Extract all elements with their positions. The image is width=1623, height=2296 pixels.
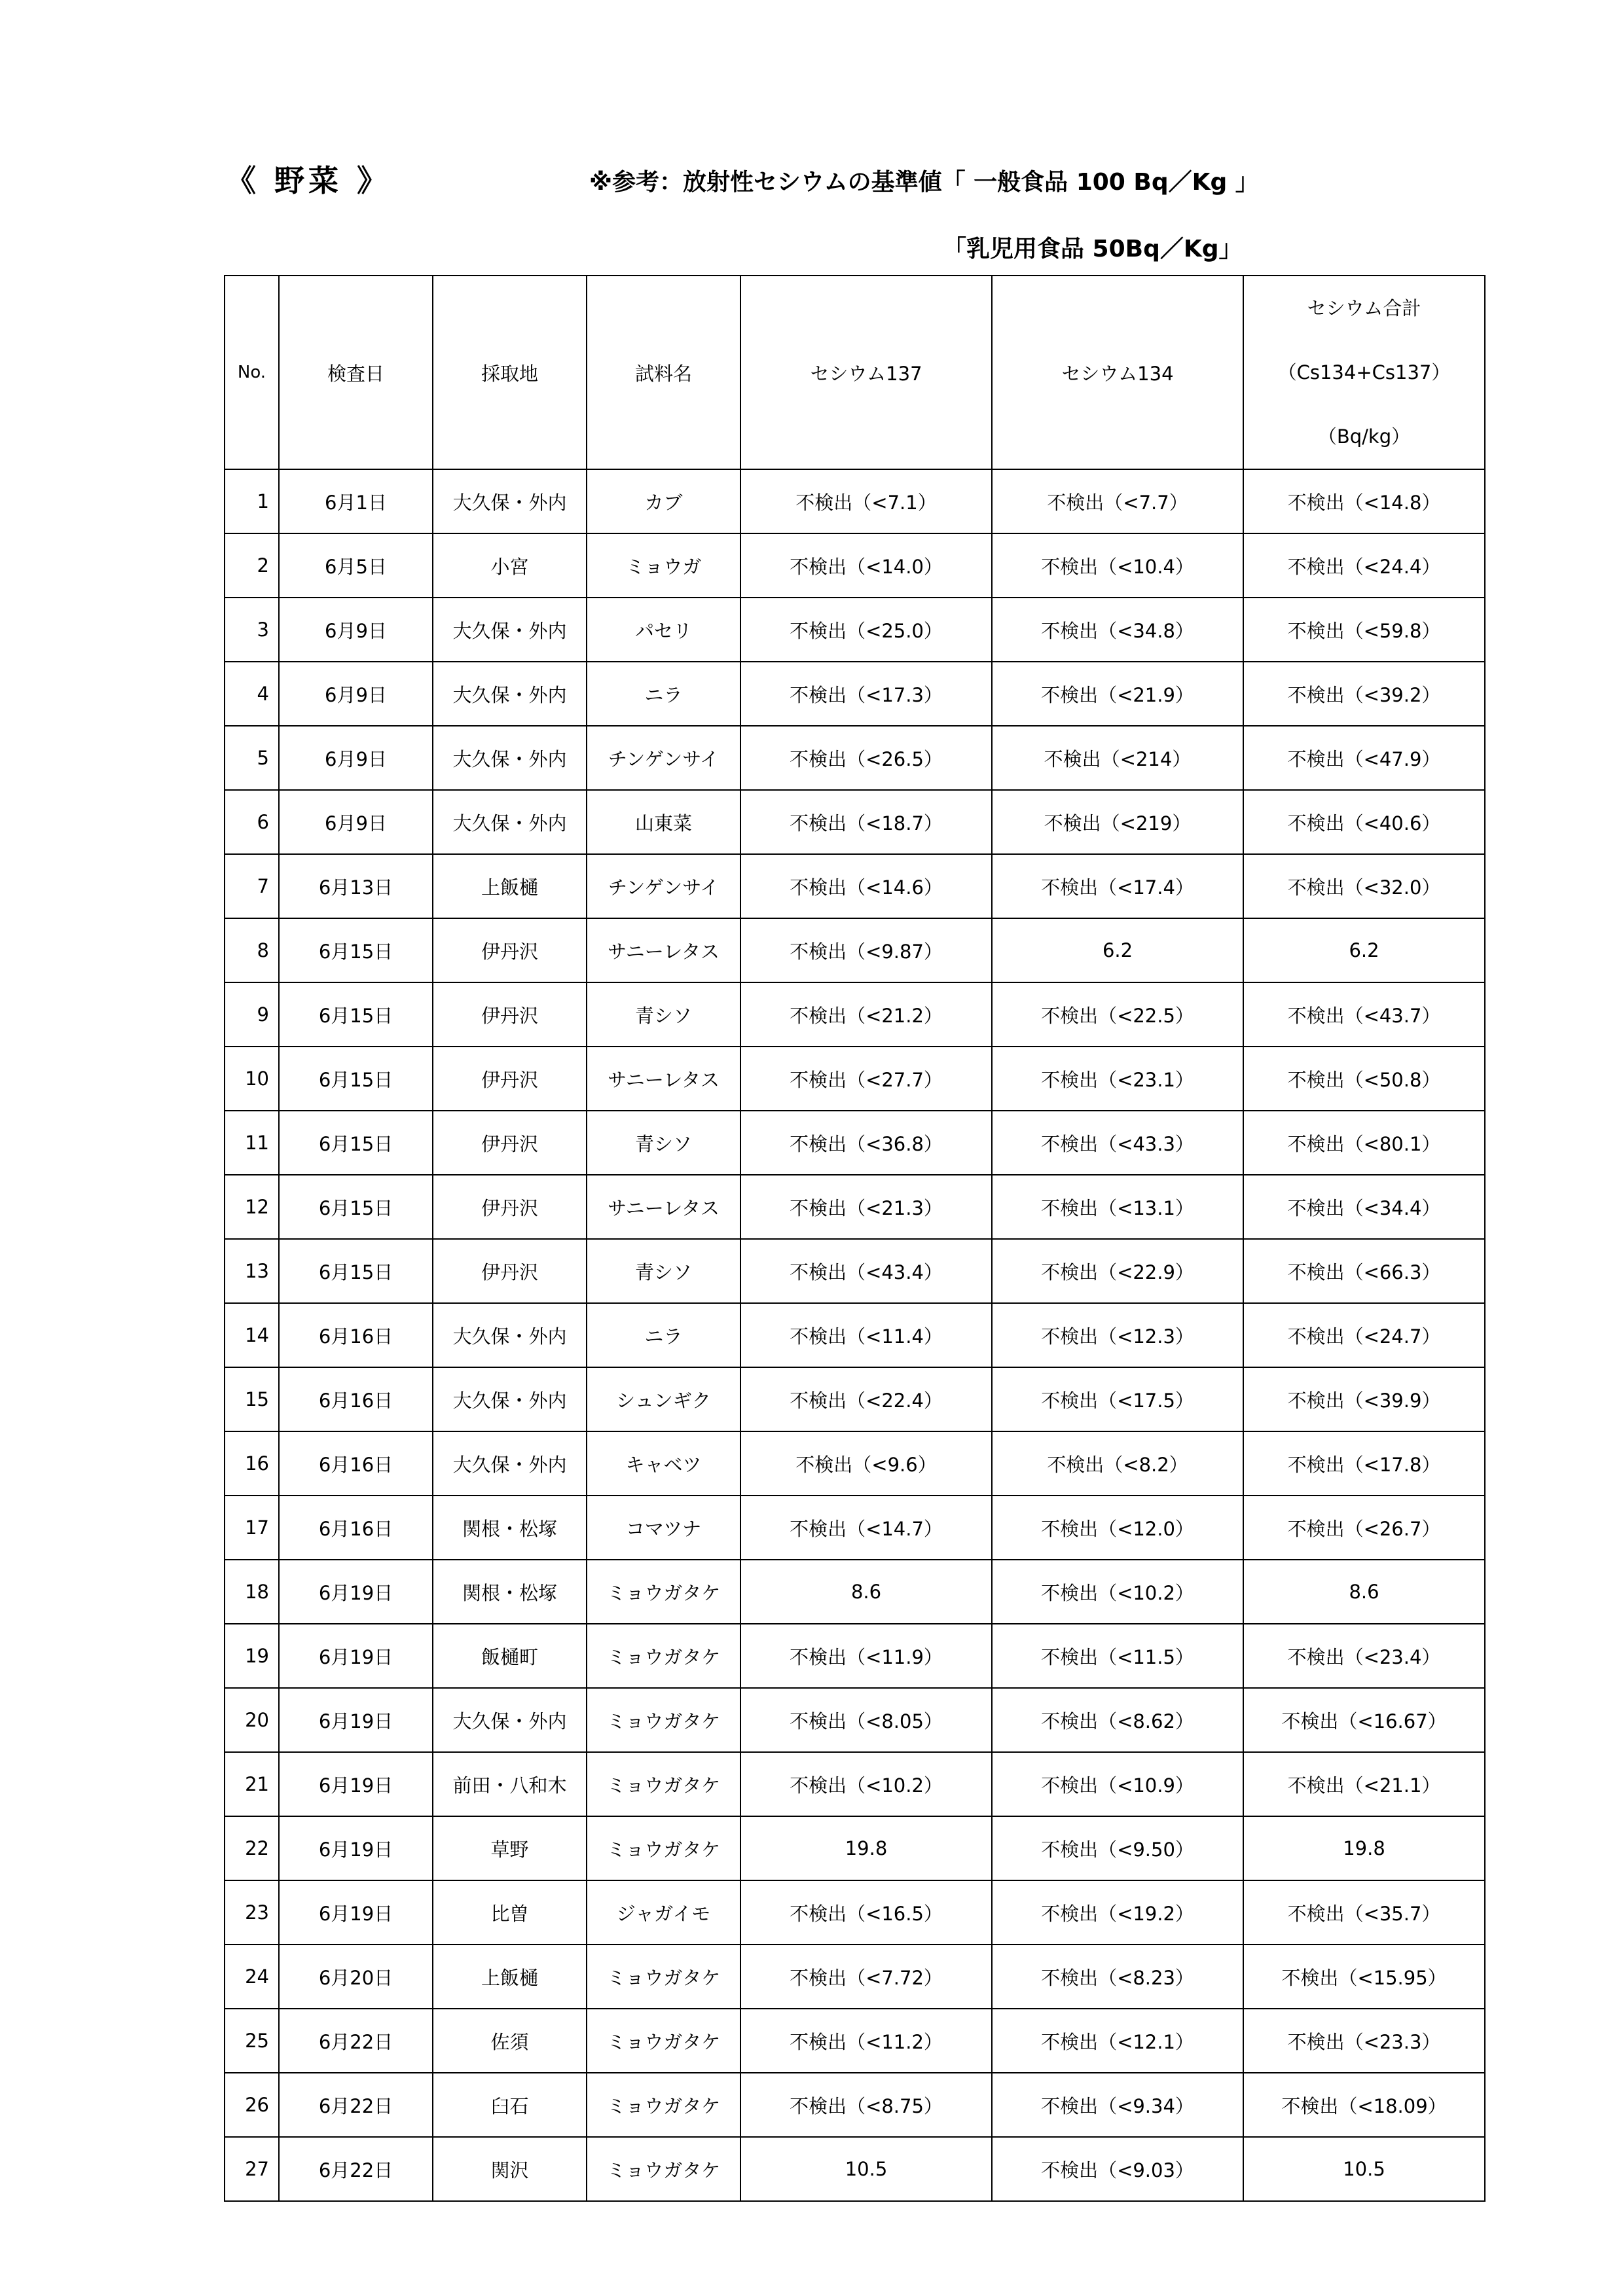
- cell-sample: パセリ: [587, 598, 740, 662]
- table-row: [225, 2137, 1485, 2201]
- cell-date: 6月16日: [279, 1303, 433, 1367]
- cell-total: 不検出（<50.8）: [1243, 1047, 1485, 1111]
- table-row: [225, 1752, 1485, 1816]
- reference-infant-limit: 「乳児用食品 50Bq／Kg」: [943, 236, 1243, 262]
- cell-no: 26: [225, 2073, 279, 2137]
- cell-total: 6.2: [1243, 918, 1485, 982]
- cell-total: 不検出（<43.7）: [1243, 982, 1485, 1047]
- cell-location: 小宮: [433, 533, 587, 598]
- cell-location: 上飯樋: [433, 854, 587, 918]
- table-row: [225, 1688, 1485, 1752]
- cell-no: 4: [225, 662, 279, 726]
- cell-cs134: 不検出（<43.3）: [992, 1111, 1243, 1175]
- cell-cs134: 不検出（<17.4）: [992, 854, 1243, 918]
- cell-total: 不検出（<35.7）: [1243, 1880, 1485, 1945]
- cell-cs134: 不検出（<12.3）: [992, 1303, 1243, 1367]
- cell-location: 関根・松塚: [433, 1560, 587, 1624]
- cell-location: 大久保・外内: [433, 469, 587, 533]
- cell-total: 不検出（<23.4）: [1243, 1624, 1485, 1688]
- cell-total: 10.5: [1243, 2137, 1485, 2201]
- cell-cs137: 不検出（<17.3）: [740, 662, 992, 726]
- cell-cs137: 不検出（<21.2）: [740, 982, 992, 1047]
- cell-location: 伊丹沢: [433, 1239, 587, 1303]
- table-row: [225, 854, 1485, 918]
- cell-date: 6月15日: [279, 1111, 433, 1175]
- cell-sample: サニーレタス: [587, 1047, 740, 1111]
- column-header-total: [1243, 276, 1485, 469]
- cell-sample: ミョウガタケ: [587, 1688, 740, 1752]
- cell-no: 18: [225, 1560, 279, 1624]
- cell-date: 6月15日: [279, 982, 433, 1047]
- cell-location: 大久保・外内: [433, 662, 587, 726]
- cell-sample: キャベツ: [587, 1431, 740, 1496]
- cell-date: 6月19日: [279, 1816, 433, 1880]
- table-row: [225, 1047, 1485, 1111]
- cell-date: 6月16日: [279, 1496, 433, 1560]
- cell-sample: ニラ: [587, 662, 740, 726]
- table-row: [225, 1175, 1485, 1239]
- cell-total: 19.8: [1243, 1816, 1485, 1880]
- cell-no: 14: [225, 1303, 279, 1367]
- cell-cs137: 不検出（<16.5）: [740, 1880, 992, 1945]
- cell-cs137: 不検出（<43.4）: [740, 1239, 992, 1303]
- table-row: [225, 1367, 1485, 1431]
- cell-no: 1: [225, 469, 279, 533]
- table-row: [225, 533, 1485, 598]
- column-header-sample: 試料名: [587, 276, 740, 469]
- cell-total: 不検出（<40.6）: [1243, 790, 1485, 854]
- cell-total: 不検出（<17.8）: [1243, 1431, 1485, 1496]
- column-header-date: 検査日: [279, 276, 433, 469]
- cell-no: 19: [225, 1624, 279, 1688]
- cell-cs134: 不検出（<10.4）: [992, 533, 1243, 598]
- cell-date: 6月9日: [279, 726, 433, 790]
- table-row: [225, 1431, 1485, 1496]
- table-row: [225, 2073, 1485, 2137]
- cell-location: 大久保・外内: [433, 726, 587, 790]
- cell-sample: 青シソ: [587, 982, 740, 1047]
- cell-no: 7: [225, 854, 279, 918]
- cell-sample: コマツナ: [587, 1496, 740, 1560]
- cell-cs137: 不検出（<9.87）: [740, 918, 992, 982]
- cell-total: 不検出（<15.95）: [1243, 1945, 1485, 2009]
- table-row: [225, 1111, 1485, 1175]
- cell-total: 不検出（<24.7）: [1243, 1303, 1485, 1367]
- cell-date: 6月19日: [279, 1560, 433, 1624]
- cell-cs134: 不検出（<8.23）: [992, 1945, 1243, 2009]
- cell-sample: サニーレタス: [587, 1175, 740, 1239]
- cell-location: 伊丹沢: [433, 1047, 587, 1111]
- cell-date: 6月5日: [279, 533, 433, 598]
- table-row: [225, 1880, 1485, 1945]
- cell-no: 22: [225, 1816, 279, 1880]
- cell-date: 6月22日: [279, 2073, 433, 2137]
- cell-date: 6月9日: [279, 662, 433, 726]
- cell-total: 不検出（<24.4）: [1243, 533, 1485, 598]
- cell-total: 不検出（<23.3）: [1243, 2009, 1485, 2073]
- column-header-location: 採取地: [433, 276, 587, 469]
- cell-cs137: 不検出（<26.5）: [740, 726, 992, 790]
- cell-cs137: 19.8: [740, 1816, 992, 1880]
- cell-cs134: 不検出（<21.9）: [992, 662, 1243, 726]
- cell-cs134: 不検出（<19.2）: [992, 1880, 1243, 1945]
- cell-cs137: 8.6: [740, 1560, 992, 1624]
- cell-sample: 青シソ: [587, 1239, 740, 1303]
- cell-sample: ミョウガタケ: [587, 1816, 740, 1880]
- cell-date: 6月9日: [279, 790, 433, 854]
- cell-cs134: 不検出（<214）: [992, 726, 1243, 790]
- cell-no: 12: [225, 1175, 279, 1239]
- cell-total: 不検出（<14.8）: [1243, 469, 1485, 533]
- cell-total: 不検出（<32.0）: [1243, 854, 1485, 918]
- cell-total: 不検出（<47.9）: [1243, 726, 1485, 790]
- cell-date: 6月1日: [279, 469, 433, 533]
- cell-total: 8.6: [1243, 1560, 1485, 1624]
- cell-no: 5: [225, 726, 279, 790]
- cell-cs134: 不検出（<12.0）: [992, 1496, 1243, 1560]
- cell-sample: チンゲンサイ: [587, 726, 740, 790]
- cell-location: 大久保・外内: [433, 790, 587, 854]
- column-header-total-line1: セシウム合計: [1307, 297, 1421, 319]
- cell-no: 10: [225, 1047, 279, 1111]
- cell-cs137: 不検出（<14.6）: [740, 854, 992, 918]
- table-row: [225, 598, 1485, 662]
- cell-cs137: 不検出（<7.1）: [740, 469, 992, 533]
- cell-total: 不検出（<16.67）: [1243, 1688, 1485, 1752]
- table-row: [225, 1303, 1485, 1367]
- cell-date: 6月15日: [279, 1047, 433, 1111]
- cell-location: 飯樋町: [433, 1624, 587, 1688]
- cell-total: 不検出（<66.3）: [1243, 1239, 1485, 1303]
- cell-date: 6月19日: [279, 1624, 433, 1688]
- cell-no: 15: [225, 1367, 279, 1431]
- cell-cs137: 不検出（<11.9）: [740, 1624, 992, 1688]
- cell-no: 8: [225, 918, 279, 982]
- table-row: [225, 726, 1485, 790]
- cell-no: 3: [225, 598, 279, 662]
- cell-no: 6: [225, 790, 279, 854]
- cell-cs137: 不検出（<10.2）: [740, 1752, 992, 1816]
- cell-total: 不検出（<34.4）: [1243, 1175, 1485, 1239]
- cell-date: 6月16日: [279, 1431, 433, 1496]
- table-row: [225, 790, 1485, 854]
- cell-location: 伊丹沢: [433, 1175, 587, 1239]
- cell-cs134: 不検出（<8.62）: [992, 1688, 1243, 1752]
- cell-date: 6月13日: [279, 854, 433, 918]
- cell-sample: ミョウガ: [587, 533, 740, 598]
- cell-cs134: 不検出（<34.8）: [992, 598, 1243, 662]
- table-row: [225, 662, 1485, 726]
- column-header-cs134: セシウム134: [992, 276, 1243, 469]
- cell-cs134: 不検出（<9.03）: [992, 2137, 1243, 2201]
- cell-cs134: 不検出（<23.1）: [992, 1047, 1243, 1111]
- cell-location: 伊丹沢: [433, 1111, 587, 1175]
- cell-cs137: 不検出（<21.3）: [740, 1175, 992, 1239]
- cell-sample: サニーレタス: [587, 918, 740, 982]
- table-row: [225, 1560, 1485, 1624]
- cell-total: 不検出（<26.7）: [1243, 1496, 1485, 1560]
- cell-cs137: 不検出（<22.4）: [740, 1367, 992, 1431]
- cell-date: 6月20日: [279, 1945, 433, 2009]
- cell-sample: ミョウガタケ: [587, 1945, 740, 2009]
- cell-no: 2: [225, 533, 279, 598]
- cell-cs137: 不検出（<36.8）: [740, 1111, 992, 1175]
- cell-sample: ジャガイモ: [587, 1880, 740, 1945]
- cell-cs134: 不検出（<9.34）: [992, 2073, 1243, 2137]
- cell-location: 伊丹沢: [433, 982, 587, 1047]
- cell-date: 6月15日: [279, 1175, 433, 1239]
- cell-sample: ミョウガタケ: [587, 1624, 740, 1688]
- cell-date: 6月9日: [279, 598, 433, 662]
- cell-no: 25: [225, 2009, 279, 2073]
- table-row: [225, 2009, 1485, 2073]
- cell-sample: ミョウガタケ: [587, 1752, 740, 1816]
- cell-location: 草野: [433, 1816, 587, 1880]
- cell-cs137: 不検出（<18.7）: [740, 790, 992, 854]
- cell-location: 上飯樋: [433, 1945, 587, 2009]
- cell-date: 6月19日: [279, 1880, 433, 1945]
- cell-cs137: 不検出（<14.0）: [740, 533, 992, 598]
- cell-no: 24: [225, 1945, 279, 2009]
- cell-cs137: 不検出（<14.7）: [740, 1496, 992, 1560]
- cell-location: 大久保・外内: [433, 1431, 587, 1496]
- cell-cs134: 不検出（<22.9）: [992, 1239, 1243, 1303]
- table-row: [225, 1945, 1485, 2009]
- cell-sample: ニラ: [587, 1303, 740, 1367]
- table-row: [225, 1239, 1485, 1303]
- cell-date: 6月19日: [279, 1752, 433, 1816]
- cell-sample: 青シソ: [587, 1111, 740, 1175]
- cell-cs137: 不検出（<11.2）: [740, 2009, 992, 2073]
- column-header-no: No.: [225, 276, 279, 469]
- cell-cs137: 不検出（<11.4）: [740, 1303, 992, 1367]
- page-title: 《 野菜 》: [226, 163, 392, 198]
- cell-cs137: 不検出（<8.75）: [740, 2073, 992, 2137]
- cell-location: 比曽: [433, 1880, 587, 1945]
- cell-no: 13: [225, 1239, 279, 1303]
- cell-cs137: 不検出（<25.0）: [740, 598, 992, 662]
- cell-sample: カブ: [587, 469, 740, 533]
- cell-cs134: 6.2: [992, 918, 1243, 982]
- cell-no: 11: [225, 1111, 279, 1175]
- cell-date: 6月15日: [279, 918, 433, 982]
- cell-sample: ミョウガタケ: [587, 2137, 740, 2201]
- table-row: [225, 1624, 1485, 1688]
- cell-cs134: 不検出（<8.2）: [992, 1431, 1243, 1496]
- table-row: [225, 469, 1485, 533]
- cell-no: 20: [225, 1688, 279, 1752]
- table-row: [225, 1496, 1485, 1560]
- table-row: [225, 918, 1485, 982]
- cell-cs137: 不検出（<8.05）: [740, 1688, 992, 1752]
- cell-no: 17: [225, 1496, 279, 1560]
- cell-location: 臼石: [433, 2073, 587, 2137]
- reference-general-limit: ※参考：放射性セシウムの基準値「 一般食品 100 Bq／Kg 」: [589, 169, 1259, 196]
- cell-date: 6月22日: [279, 2009, 433, 2073]
- cell-cs134: 不検出（<7.7）: [992, 469, 1243, 533]
- cell-total: 不検出（<59.8）: [1243, 598, 1485, 662]
- cell-cs134: 不検出（<13.1）: [992, 1175, 1243, 1239]
- cell-location: 関根・松塚: [433, 1496, 587, 1560]
- cell-cs134: 不検出（<9.50）: [992, 1816, 1243, 1880]
- cell-cs137: 不検出（<9.6）: [740, 1431, 992, 1496]
- cell-date: 6月16日: [279, 1367, 433, 1431]
- cell-cs134: 不検出（<12.1）: [992, 2009, 1243, 2073]
- cell-location: 佐須: [433, 2009, 587, 2073]
- cell-cs134: 不検出（<10.2）: [992, 1560, 1243, 1624]
- cell-sample: ミョウガタケ: [587, 2073, 740, 2137]
- cell-cs137: 不検出（<7.72）: [740, 1945, 992, 2009]
- column-header-total-line2: （Cs134+Cs137）: [1277, 361, 1451, 384]
- cell-cs137: 10.5: [740, 2137, 992, 2201]
- cell-sample: 山東菜: [587, 790, 740, 854]
- measurement-table: [224, 275, 1486, 2202]
- table-body: [225, 469, 1485, 2201]
- cell-date: 6月19日: [279, 1688, 433, 1752]
- cell-cs137: 不検出（<27.7）: [740, 1047, 992, 1111]
- column-header-cs137: セシウム137: [740, 276, 992, 469]
- table-header-row: [225, 276, 1485, 469]
- cell-sample: チンゲンサイ: [587, 854, 740, 918]
- cell-date: 6月22日: [279, 2137, 433, 2201]
- cell-cs134: 不検出（<219）: [992, 790, 1243, 854]
- cell-total: 不検出（<39.2）: [1243, 662, 1485, 726]
- cell-total: 不検出（<80.1）: [1243, 1111, 1485, 1175]
- cell-sample: ミョウガタケ: [587, 1560, 740, 1624]
- cell-date: 6月15日: [279, 1239, 433, 1303]
- cell-cs134: 不検出（<17.5）: [992, 1367, 1243, 1431]
- cell-location: 大久保・外内: [433, 598, 587, 662]
- cell-sample: シュンギク: [587, 1367, 740, 1431]
- cell-location: 関沢: [433, 2137, 587, 2201]
- cell-location: 大久保・外内: [433, 1688, 587, 1752]
- cell-total: 不検出（<21.1）: [1243, 1752, 1485, 1816]
- cell-no: 23: [225, 1880, 279, 1945]
- cell-cs134: 不検出（<11.5）: [992, 1624, 1243, 1688]
- cell-location: 前田・八和木: [433, 1752, 587, 1816]
- cell-cs134: 不検出（<22.5）: [992, 982, 1243, 1047]
- cell-location: 大久保・外内: [433, 1303, 587, 1367]
- cell-cs134: 不検出（<10.9）: [992, 1752, 1243, 1816]
- cell-total: 不検出（<39.9）: [1243, 1367, 1485, 1431]
- column-header-total-line3: （Bq/kg）: [1317, 425, 1411, 448]
- table-row: [225, 982, 1485, 1047]
- cell-no: 16: [225, 1431, 279, 1496]
- cell-location: 大久保・外内: [433, 1367, 587, 1431]
- cell-total: 不検出（<18.09）: [1243, 2073, 1485, 2137]
- cell-no: 9: [225, 982, 279, 1047]
- cell-location: 伊丹沢: [433, 918, 587, 982]
- cell-no: 21: [225, 1752, 279, 1816]
- cell-no: 27: [225, 2137, 279, 2201]
- table-row: [225, 1816, 1485, 1880]
- cell-sample: ミョウガタケ: [587, 2009, 740, 2073]
